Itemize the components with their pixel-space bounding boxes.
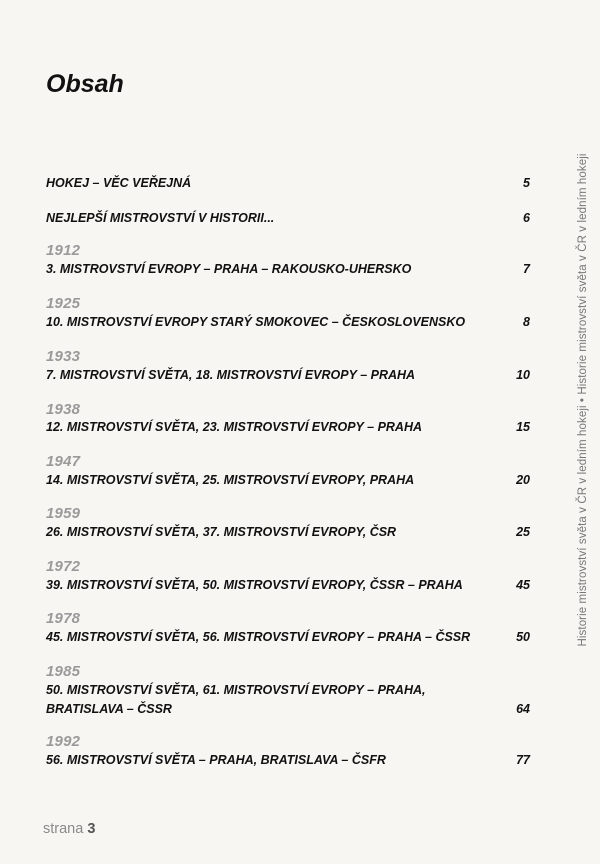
toc-year: 1992: [46, 733, 81, 750]
toc-page-number: 8: [523, 315, 530, 329]
toc-year: 1978: [46, 610, 81, 627]
toc-page-number: 6: [523, 211, 530, 225]
toc-page-number: 7: [523, 262, 530, 276]
footer-label: strana: [43, 821, 84, 837]
toc-year: 1947: [46, 453, 81, 470]
toc-year: 1912: [46, 242, 81, 259]
toc-year: 1972: [46, 558, 81, 575]
running-side-header: Historie mistrovství světa v ČR v ledním hokeji • Historie mistrovství světa v ČR v ledním hokeji: [577, 153, 589, 647]
toc-year: 1959: [46, 505, 81, 522]
toc-page-number: 64: [516, 702, 530, 716]
toc-title: 12. MISTROVSTVÍ SVĚTA, 23. MISTROVSTVÍ EVROPY – PRAHA: [46, 420, 423, 434]
toc-year: 1925: [46, 295, 81, 312]
toc-page-number: 20: [516, 473, 530, 487]
page-title: Obsah: [46, 70, 124, 98]
toc-year: 1985: [46, 663, 81, 680]
toc-page-number: 45: [516, 578, 530, 592]
toc-title-continued: BRATISLAVA – ČSSR: [46, 702, 172, 716]
toc-title: 39. MISTROVSTVÍ SVĚTA, 50. MISTROVSTVÍ EVROPY, ČSSR – PRAHA: [46, 578, 463, 592]
toc-page-number: 5: [523, 176, 530, 190]
toc-year: 1938: [46, 401, 81, 418]
toc-title: 10. MISTROVSTVÍ EVROPY STARÝ SMOKOVEC – ČESKOSLOVENSKO: [46, 315, 466, 329]
toc-title: 14. MISTROVSTVÍ SVĚTA, 25. MISTROVSTVÍ EVROPY, PRAHA: [46, 473, 415, 487]
toc-title: 50. MISTROVSTVÍ SVĚTA, 61. MISTROVSTVÍ EVROPY – PRAHA,: [46, 683, 426, 697]
toc-title: 3. MISTROVSTVÍ EVROPY – PRAHA – RAKOUSKO-UHERSKO: [46, 262, 412, 276]
toc-title: HOKEJ – VĚC VEŘEJNÁ: [46, 176, 192, 190]
toc-page-number: 10: [516, 368, 530, 382]
toc-page-number: 77: [516, 753, 530, 767]
toc-title: 45. MISTROVSTVÍ SVĚTA, 56. MISTROVSTVÍ EVROPY – PRAHA – ČSSR: [46, 630, 471, 644]
toc-page-number: 25: [516, 525, 530, 539]
toc-title: 26. MISTROVSTVÍ SVĚTA, 37. MISTROVSTVÍ EVROPY, ČSR: [46, 525, 397, 539]
toc-page-number: 50: [516, 630, 530, 644]
toc-year: 1933: [46, 348, 81, 365]
toc-title: 56. MISTROVSTVÍ SVĚTA – PRAHA, BRATISLAVA – ČSFR: [46, 753, 386, 767]
footer-page-number: 3: [87, 821, 96, 837]
toc-page-number: 15: [516, 420, 530, 434]
toc-title: 7. MISTROVSTVÍ SVĚTA, 18. MISTROVSTVÍ EVROPY – PRAHA: [46, 368, 416, 382]
toc-title: NEJLEPŠÍ MISTROVSTVÍ V HISTORII...: [46, 211, 275, 225]
page-footer: [43, 821, 95, 837]
